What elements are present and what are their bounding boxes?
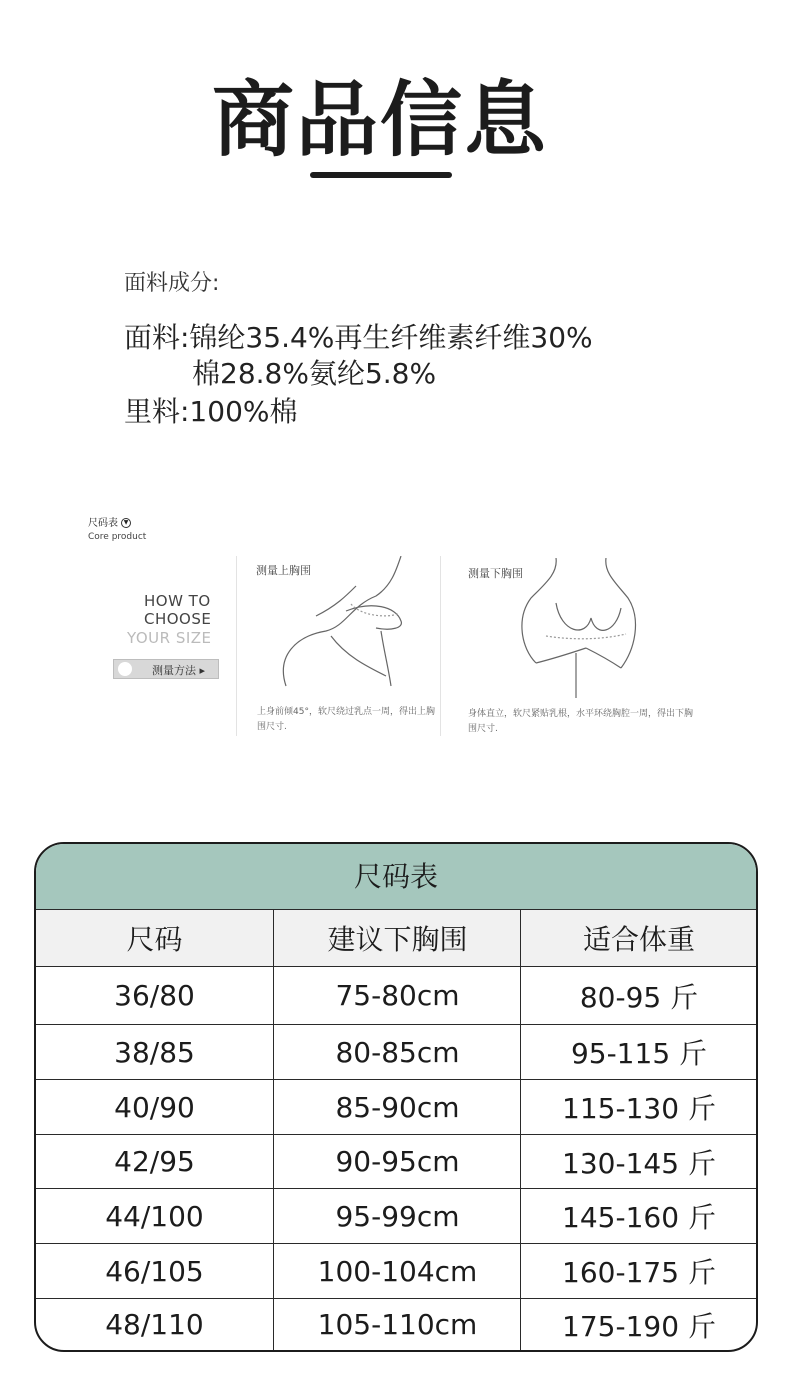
size-cell: 36/80 [114,979,195,1012]
underbust-cell: 90-95cm [273,1135,521,1188]
size-table-title: 尺码表 [36,844,756,910]
guide-heading-text: 尺码表 [88,518,118,529]
underbust-cell: 105-110cm [273,1299,521,1350]
underbust-cell: 80-85cm [273,1025,521,1079]
size-cell: 40/90 [114,1090,195,1124]
weight-cell: 115-130 斤 [520,1080,757,1134]
size-cell: 46/105 [105,1254,204,1288]
upper-bust-note: 上身前倾45°，软尺绕过乳点一周，得出上胸围尺寸. [257,707,435,732]
fabric-line-outer: 面料:锦纶35.4%再生纤维素纤维30% [124,321,593,354]
measure-method-button[interactable] [113,659,219,679]
fabric-heading: 面料成分: [124,271,220,296]
table-row [36,1135,756,1189]
guide-divider [236,556,237,736]
weight-cell: 160-175 斤 [520,1244,757,1298]
size-cell: 48/110 [105,1308,204,1341]
chevron-down-icon: ▼ [121,518,131,528]
size-table [34,842,758,1352]
header-underbust: 建议下胸围 [273,910,521,966]
table-row [36,1299,756,1350]
underbust-cell: 95-99cm [273,1189,521,1243]
how-to-line: HOW TO [144,592,211,610]
weight-cell: 145-160 斤 [520,1189,757,1243]
upper-bust-label: 测量上胸围 [256,564,311,577]
size-cell: 42/95 [114,1145,195,1178]
choose-line: CHOOSE [144,610,212,628]
table-header-row [36,910,756,967]
guide-heading [88,514,131,529]
fabric-line-lining: 里料:100%棉 [124,395,298,428]
fabric-line-outer-cont: 棉28.8%氨纶5.8% [192,357,437,390]
page-title: 商品信息 [211,73,548,168]
table-row [36,967,756,1025]
your-size-line: YOUR SIZE [127,629,212,647]
under-bust-note: 身体直立，软尺紧贴乳根，水平环绕胸腔一周，得出下胸围尺寸. [468,709,694,734]
ruler-icon [118,662,132,676]
underbust-cell: 75-80cm [273,967,521,1024]
header-size: 尺码 [126,923,183,956]
guide-divider [440,556,441,736]
table-row [36,1244,756,1299]
weight-cell: 80-95 斤 [520,967,757,1024]
underbust-cell: 85-90cm [273,1080,521,1134]
title-underline [310,172,452,178]
table-row [36,1080,756,1135]
measure-method-label: 测量方法 ▸ [152,664,206,677]
header-weight: 适合体重 [520,910,757,966]
weight-cell: 175-190 斤 [520,1299,757,1350]
under-bust-label: 测量下胸围 [468,567,523,580]
weight-cell: 95-115 斤 [520,1025,757,1079]
under-bust-illustration [516,558,646,698]
table-row [36,1189,756,1244]
size-cell: 38/85 [114,1035,195,1069]
guide-subheading: Core product [88,532,147,542]
weight-cell: 130-145 斤 [520,1135,757,1188]
underbust-cell: 100-104cm [273,1244,521,1298]
table-row [36,1025,756,1080]
size-cell: 44/100 [105,1199,204,1233]
upper-bust-illustration [276,556,426,696]
